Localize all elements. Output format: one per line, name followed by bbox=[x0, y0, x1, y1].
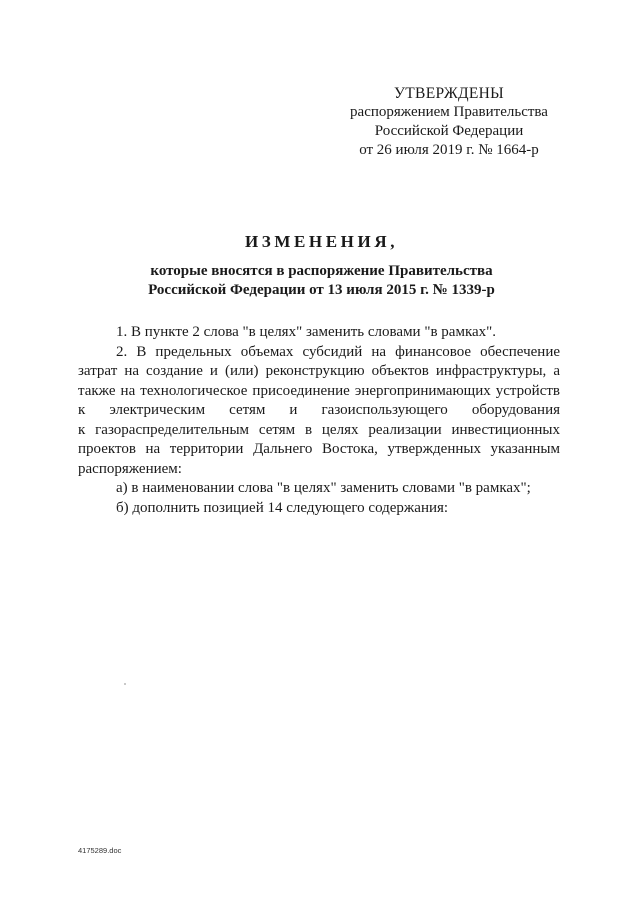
paragraph-item-2-part-2: к электрическим сетям и газоиспользующего оборудования bbox=[78, 402, 560, 418]
subitem-a: а) в наименовании слова "в целях" заменить словами "в рамках"; bbox=[116, 480, 531, 496]
scan-speck bbox=[124, 683, 126, 685]
subtitle-line-2: Российской Федерации от 13 июля 2015 г. № 1339-р bbox=[148, 282, 495, 298]
paragraph-item-2-part-1: 2. В предельных объемах субсидий на финансовое обеспечение затрат на создание и (или) реконструкцию объектов инфраструктуры, а также на технологическое присоединение энергопринимающих устройств bbox=[78, 343, 560, 399]
approval-stamp bbox=[338, 84, 560, 160]
document-title: ИЗМЕНЕНИЯ, bbox=[244, 232, 399, 251]
footer-doc-id: 4175289.doc bbox=[78, 846, 122, 855]
subitem-b: б) дополнить позицией 14 следующего содержания: bbox=[116, 499, 449, 516]
approval-line-3: от 26 июля 2019 г. № 1664-р bbox=[359, 142, 539, 158]
document-subtitle bbox=[60, 262, 583, 300]
document-title-block bbox=[60, 231, 583, 300]
approval-line-2: Российской Федерации bbox=[374, 123, 524, 139]
paragraph-item-2-part-3: к газораспределительным сетям в целях реализации инвестиционных проектов на территории Дальнего Востока, утвержденных указанным распоряжением: bbox=[78, 421, 560, 477]
approval-line-1: распоряжением Правительства bbox=[350, 104, 548, 120]
approval-heading: УТВЕРЖДЕНЫ bbox=[394, 85, 504, 102]
subtitle-line-1: которые вносятся в распоряжение Правительства bbox=[150, 263, 493, 279]
paragraph-item-1: 1. В пункте 2 слова "в целях" заменить словами "в рамках". bbox=[116, 324, 497, 340]
document-body bbox=[78, 323, 560, 518]
